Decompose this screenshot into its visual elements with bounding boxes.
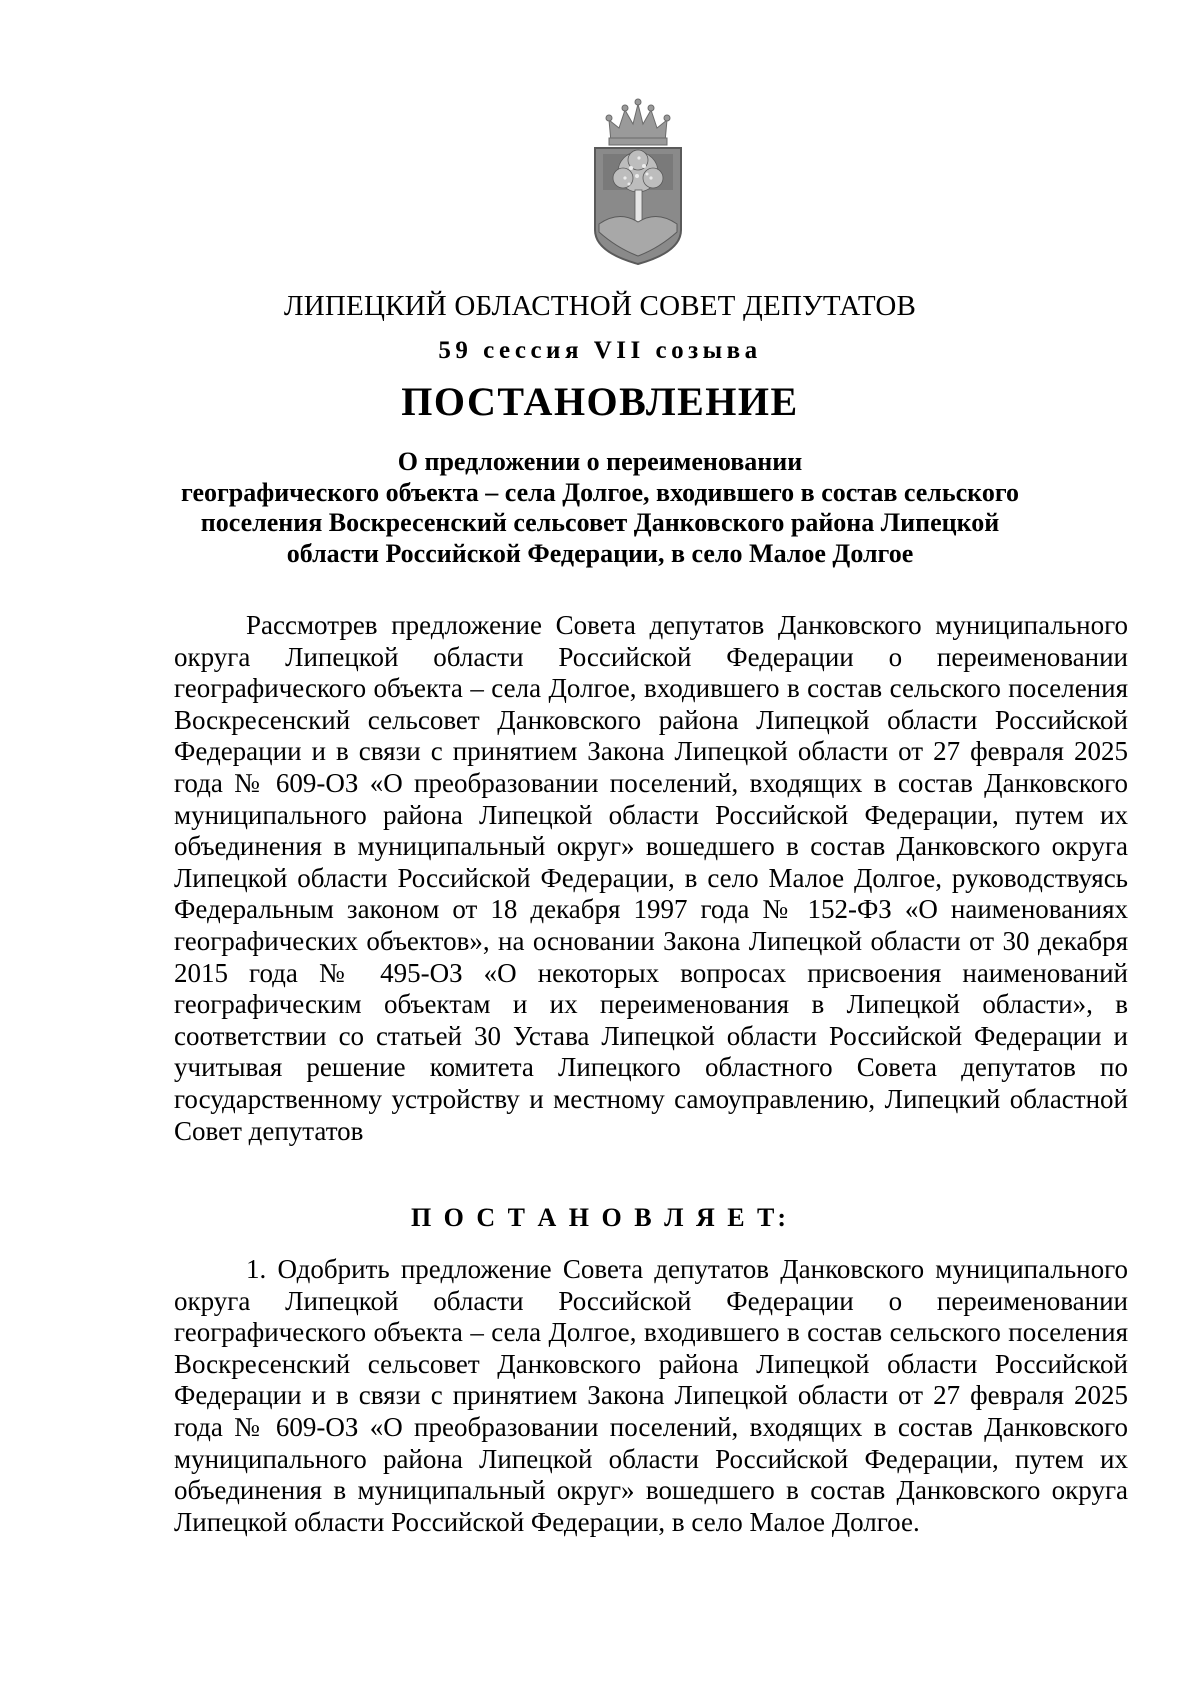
title-line: О предложении о переименовании (397, 447, 803, 476)
preamble-paragraph: Рассмотрев предложение Совета депутатов Данковского муниципального округа Липецкой области Российской Федерации о переименовании географического объекта – села Долгое, входившего в состав сельского поселения Воскресенский сельсовет Данковского района Липецкой области Российской Федерации и в связи с принятием Закона Липецкой области от 27 февраля 2025 года № 609-ОЗ «О преобразовании поселений, входящих в состав Данковского муниципального района Липецкой области Российской Федерации, путем их объединения в муниципальный округ» вошедшего в состав Данковского округа Липецкой области Российской Федерации, в село Малое Долгое, руководствуясь Федеральным законом от 18 декабря 1997 года № 152-ФЗ «О наименованиях географических объектов», на основании Закона Липецкой области от 30 декабря 2015 года № 495-ОЗ «О некоторых вопросах присвоения наименований географическим объектам и их переименования в Липецкой области», в соответствии со статьей 30 Устава Липецкой области Российской Федерации и учитывая решение комитета Липецкого областного Совета депутатов по государственному устройству и местному самоуправлению, Липецкий областной Совет депутатов (174, 610, 1128, 1146)
resolution-item-1: 1. Одобрить предложение Совета депутатов Данковского муниципального округа Липецкой области Российской Федерации о переименовании географического объекта – села Долгое, входившего в состав сельского поселения Воскресенский сельсовет Данковского района Липецкой области Российской Федерации и в связи с принятием Закона Липецкой области от 27 февраля 2025 года № 609-ОЗ «О преобразовании поселений, входящих в состав Данковского муниципального района Липецкой области Российской Федерации, путем их объединения в муниципальный округ» вошедшего в состав Данковского округа Липецкой области Российской Федерации, в село Малое Долгое. (174, 1254, 1128, 1537)
session-line: 59 сессия VII созыва (438, 337, 762, 364)
decides-heading: П О С Т А Н О В Л Я Е Т: (410, 1203, 790, 1232)
lipetsk-region-coat-of-arms-icon (589, 98, 687, 266)
council-name: ЛИПЕЦКИЙ ОБЛАСТНОЙ СОВЕТ ДЕПУТАТОВ (283, 290, 917, 322)
document-type-heading: ПОСТАНОВЛЕНИЕ (401, 379, 799, 424)
title-line: области Российской Федерации, в село Малое Долгое (286, 538, 914, 568)
title-line: поселения Воскресенский сельсовет Данковского района Липецкой (200, 508, 1000, 537)
title-line: географического объекта – села Долгое, входившего в состав сельского (181, 477, 1019, 507)
resolution-title (150, 447, 1050, 569)
